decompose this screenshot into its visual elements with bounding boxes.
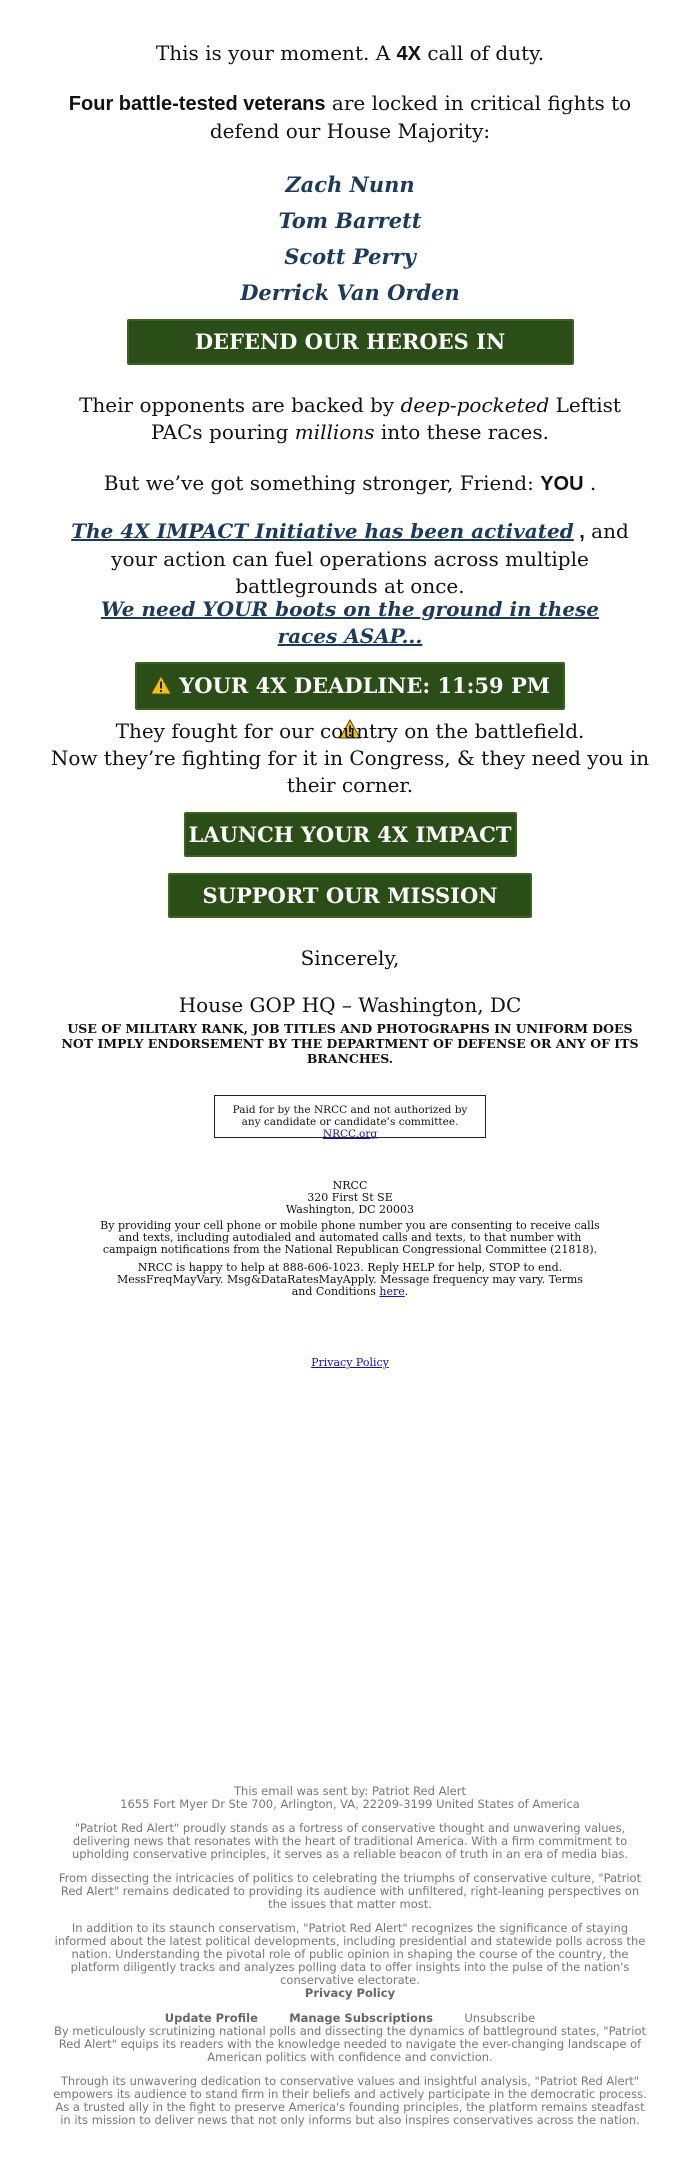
address-name: NRCC — [332, 1179, 368, 1192]
footer-para-4: By meticulously scrutinizing national polls and dissecting the dynamics of battleground states, "Patriot Red Alert" equips its readers with the knowledge needed to navigate the ever-changing landscape of American politics with confidence and conviction. — [53, 2024, 647, 2064]
nrcc-org-link[interactable]: NRCC.org — [322, 1128, 378, 1140]
warning-icon — [150, 675, 172, 695]
privacy-policy-link[interactable]: Privacy Policy — [311, 1356, 389, 1369]
opponents-pre: Their opponents are backed by — [79, 393, 401, 417]
help-end: . — [404, 1285, 409, 1298]
initiative-rest: and your action can fuel operations across multiple battlegrounds at once. — [111, 519, 629, 598]
footer-para-1: "Patriot Red Alert" proudly stands as a fortress of conservative thought and unwavering values, delivering news that resonates with the heart of traditional America. With a firm commitment to upholding conservative principles, it serves as a reliable beacon of truth in an era of media bias. — [71, 1821, 629, 1861]
military-disclaimer: USE OF MILITARY RANK, JOB TITLES AND PHOTOGRAPHS IN UNIFORM DOES NOT IMPLY ENDORSEMENT BY THE DEPARTMENT OF DEFENSE OR ANY OF ITS BRANCHES. — [61, 1021, 639, 1066]
opponents-mid: Leftist PACs pouring — [151, 393, 621, 444]
footer-para-5: Through its unwavering dedication to conservative values and insightful analysis, "Patriot Red Alert" empowers its audience to stand firm in their beliefs and actively participate in the democratic process. As a trusted ally in the fight to preserve America's founding principles, the platform remains steadfast in its mission to deliver news that not only informs but also inspires conservatives across the nation. — [53, 2074, 647, 2127]
initiative-paragraph — [50, 518, 650, 600]
paid-for-box — [214, 1095, 486, 1138]
stronger-line — [0, 470, 700, 498]
footer — [50, 1785, 650, 2127]
veteran-name: Zach Nunn — [285, 172, 415, 197]
footer-sent-by: This email was sent by: Patriot Red Alert — [234, 1784, 466, 1798]
intro-line-2-rest: are locked in critical fights to defend our House Majority: — [209, 91, 632, 143]
opponents-italic-1: deep-pocketed — [400, 393, 550, 417]
veteran-name: Derrick Van Orden — [240, 280, 460, 305]
support-mission-button[interactable]: SUPPORT OUR MISSION NOW — [168, 873, 532, 918]
fought-line-2: Now they’re fighting for it in Congress, & they need you in their corner. — [50, 746, 650, 797]
intro-4x: 4X — [396, 43, 421, 65]
address-city: Washington, DC 20003 — [285, 1203, 415, 1216]
unsubscribe-link[interactable]: Unsubscribe — [464, 2011, 536, 2025]
intro-line-1-post: call of duty. — [420, 41, 545, 65]
defend-heroes-button[interactable]: DEFEND OUR HEROES IN CONGRESS — [127, 319, 574, 365]
veteran-name: Tom Barrett — [278, 208, 422, 233]
signoff-org: House GOP HQ – Washington, DC — [178, 993, 522, 1017]
intro-line-1-pre: This is your moment. A — [155, 41, 397, 65]
footer-address: 1655 Fort Myer Dr Ste 700, Arlington, VA, 22209-3199 United States of America — [120, 1797, 580, 1811]
intro-line-2 — [60, 90, 640, 145]
consent-text: By providing your cell phone or mobile phone number you are consenting to receive calls and texts, including autodialed and automated calls and texts, to that number with campaign notifications from the National Republican Congressional Committee (21818). — [100, 1219, 600, 1256]
launch-impact-button[interactable]: LAUNCH YOUR 4X IMPACT — [184, 812, 517, 857]
footer-para-2: From dissecting the intricacies of politics to celebrating the triumphs of conservative culture, "Patriot Red Alert" remains dedicated to providing its audience with unfiltered, right-leaning perspectives on the issues that matter most. — [58, 1871, 642, 1911]
boots-paragraph — [75, 596, 625, 650]
initiative-comma: , — [573, 521, 585, 543]
deadline-button[interactable] — [135, 662, 565, 710]
help-text — [110, 1262, 590, 1298]
veteran-list — [0, 167, 700, 311]
stronger-post: . — [583, 471, 597, 495]
deadline-label: YOUR 4X DEADLINE: 11:59 PM — [179, 673, 550, 698]
sincerely: Sincerely, — [300, 946, 400, 970]
opponents-italic-2: millions — [294, 420, 375, 444]
fought-paragraph — [45, 718, 655, 799]
boots-link[interactable]: We need YOUR boots on the ground in these races ASAP... — [100, 597, 600, 648]
veteran-name: Scott Perry — [284, 244, 416, 269]
intro-veterans-bold: Four battle-tested veterans — [68, 93, 326, 115]
stronger-pre: But we’ve got something stronger, Friend: — [103, 471, 541, 495]
footer-para-3: In addition to its staunch conservatism, "Patriot Red Alert" recognizes the significance of staying informed about the latest political developments, including presidential and statewide polls across the nation. Understanding the pivotal role of public opinion in shaping the course of the country, the platform diligently tracks and analyzes polling data to offer insights into the pulse of the nation's conservative electorate. — [54, 1921, 646, 1987]
intro-line-1 — [0, 40, 700, 68]
paid-for-text: Paid for by the NRCC and not authorized by any candidate or candidate’s committee. — [232, 1104, 468, 1128]
help-body: NRCC is happy to help at 888-606-1023. Reply HELP for help, STOP to end. MessFreqMayVary. Msg&DataRatesMayApply. Message frequency may vary. Terms and Conditions — [116, 1261, 584, 1298]
fought-line-1: They fought for our country on the battlefield. — [115, 719, 585, 743]
initiative-link[interactable]: The 4X IMPACT Initiative has been activated — [71, 519, 574, 543]
terms-here-link[interactable]: here — [379, 1285, 405, 1298]
opponents-post: into these races. — [374, 420, 549, 444]
address-street: 320 First St SE — [307, 1191, 393, 1204]
manage-subscriptions-link[interactable]: Manage Subscriptions — [289, 2011, 433, 2025]
opponents-paragraph — [60, 392, 640, 446]
footer-privacy-policy[interactable]: Privacy Policy — [304, 1986, 396, 2000]
stronger-you: YOU — [540, 473, 584, 495]
nrcc-address — [0, 1180, 700, 1216]
update-profile-link[interactable]: Update Profile — [164, 2011, 258, 2025]
